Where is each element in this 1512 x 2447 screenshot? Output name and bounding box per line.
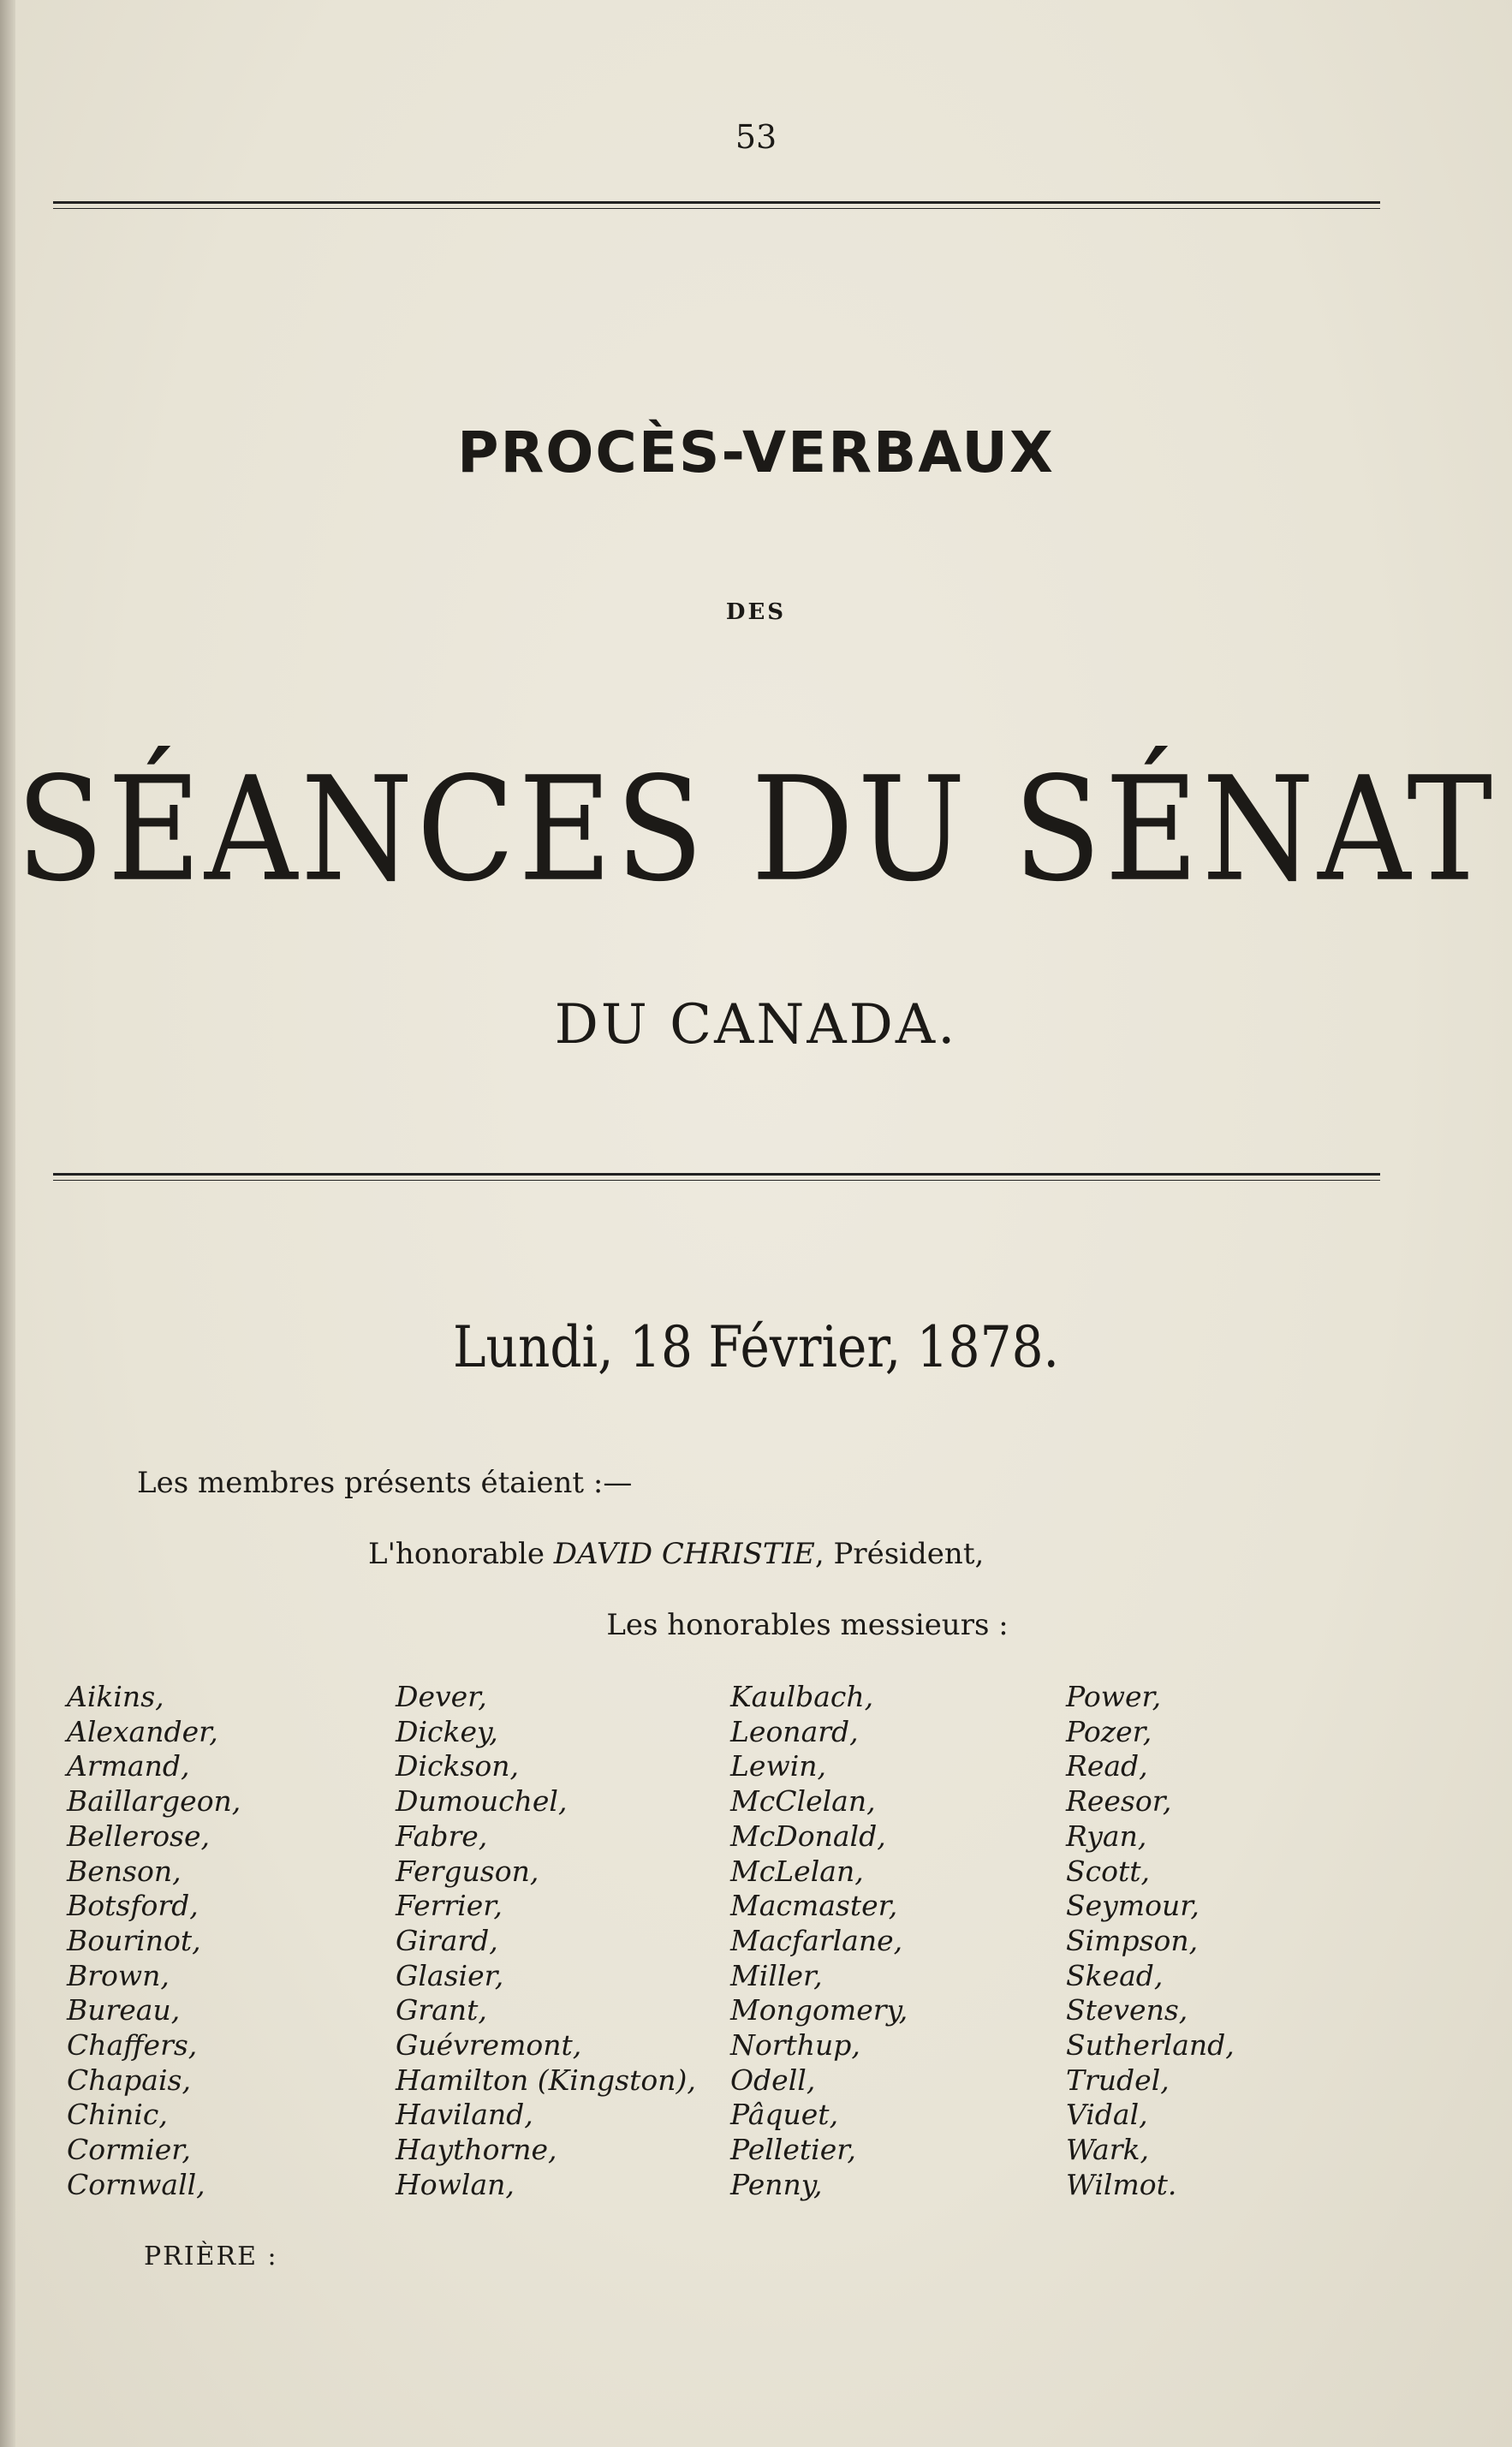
senator-name: Girard, (396, 1923, 498, 1957)
senator-name: Kaulbach, (730, 1680, 874, 1713)
members-intro: Les membres présents étaient :— (137, 1466, 633, 1500)
senator-name: Odell, (730, 2063, 816, 2097)
senator-name: Grant, (396, 1993, 487, 2027)
senators-column-1 (67, 1680, 241, 2203)
senator-name: Northup, (730, 2028, 860, 2063)
top-rule-thin (53, 208, 1380, 209)
honorables-intro: Les honorables messieurs : (606, 1608, 1009, 1642)
senator-name: Skead, (1066, 1958, 1164, 1992)
book-spine-edge (0, 0, 15, 2447)
president-prefix: L'honorable (368, 1537, 554, 1571)
senator-name: Aikins, (67, 1680, 164, 1713)
senator-name: Macfarlane, (730, 1923, 903, 1957)
mid-rule-thin (53, 1180, 1380, 1181)
senator-name: Baillargeon, (67, 1784, 241, 1819)
senator-name: Hamilton (Kingston), (396, 2063, 696, 2097)
senator-name: Bureau, (67, 1993, 181, 2027)
senators-column-4 (1066, 1680, 1235, 2203)
senator-name: Ryan, (1066, 1819, 1147, 1853)
senator-name: Simpson, (1066, 1923, 1199, 1957)
title-seances-du-senat: SÉANCES DU SÉNAT (15, 747, 1497, 914)
page-number: 53 (735, 118, 777, 156)
title-des: DES (725, 599, 787, 625)
senator-name: Trudel, (1066, 2063, 1170, 2097)
senator-name: Ferguson, (396, 1854, 539, 1888)
senator-name: Macmaster, (730, 1889, 898, 1923)
senator-name: McClelan, (730, 1784, 876, 1819)
senator-name: Dickey, (396, 1714, 498, 1748)
senator-name: Cormier, (67, 2133, 191, 2167)
senator-name: Read, (1066, 1749, 1148, 1783)
senator-name: Guévremont, (396, 2028, 582, 2063)
senator-name: Sutherland, (1066, 2028, 1235, 2063)
senator-name: Power, (1066, 1680, 1162, 1713)
senator-name: Chapais, (67, 2063, 191, 2097)
president-name: DAVID CHRISTIE (553, 1537, 815, 1571)
senator-name: Botsford, (67, 1889, 199, 1923)
title-proces-verbaux: PROCÈS-VERBAUX (457, 420, 1055, 485)
priere-heading: PRIÈRE : (144, 2242, 278, 2271)
senator-name: Seymour, (1066, 1889, 1199, 1923)
senator-name: Cornwall, (67, 2167, 205, 2201)
top-rule (53, 201, 1380, 204)
senators-column-2 (396, 1680, 696, 2203)
senator-name: Haythorne, (396, 2133, 557, 2167)
senator-name: Miller, (730, 1958, 823, 1992)
senator-name: Lewin, (730, 1749, 826, 1783)
senators-column-3 (730, 1680, 908, 2203)
senator-name: McLelan, (730, 1854, 864, 1888)
senator-name: Dumouchel, (396, 1784, 568, 1819)
senator-name: Mongomery, (730, 1993, 908, 2027)
president-line (368, 1537, 984, 1571)
senator-name: Leonard, (730, 1714, 859, 1748)
senator-name: Pâquet, (730, 2098, 839, 2132)
session-date: Lundi, 18 Février, 1878. (452, 1314, 1060, 1380)
senator-name: Dever, (396, 1680, 487, 1713)
senator-name: Chinic, (67, 2098, 168, 2132)
senator-name: Fabre, (396, 1819, 488, 1853)
senator-name: Pozer, (1066, 1714, 1152, 1748)
senator-name: Stevens, (1066, 1993, 1188, 2027)
senator-name: Reesor, (1066, 1784, 1172, 1819)
senator-name: Wilmot. (1066, 2167, 1177, 2201)
senator-name: Dickson, (396, 1749, 520, 1783)
senator-name: Chaffers, (67, 2028, 198, 2063)
senator-name: Howlan, (396, 2167, 515, 2201)
senator-name: Haviland, (396, 2098, 533, 2132)
senator-name: Pelletier, (730, 2133, 856, 2167)
senator-name: Benson, (67, 1854, 182, 1888)
president-suffix: , Président, (814, 1537, 985, 1571)
senator-name: Armand, (67, 1749, 190, 1783)
senator-name: McDonald, (730, 1819, 886, 1853)
senator-name: Ferrier, (396, 1889, 503, 1923)
senator-name: Brown, (67, 1958, 170, 1992)
senator-name: Bellerose, (67, 1819, 211, 1853)
senator-name: Wark, (1066, 2133, 1149, 2167)
mid-rule (53, 1173, 1380, 1176)
senator-name: Vidal, (1066, 2098, 1148, 2132)
senator-name: Glasier, (396, 1958, 504, 1992)
senator-name: Alexander, (67, 1714, 218, 1748)
senator-name: Penny, (730, 2167, 823, 2201)
senator-name: Scott, (1066, 1854, 1150, 1888)
title-du-canada: DU CANADA. (554, 993, 958, 1057)
senator-name: Bourinot, (67, 1923, 201, 1957)
